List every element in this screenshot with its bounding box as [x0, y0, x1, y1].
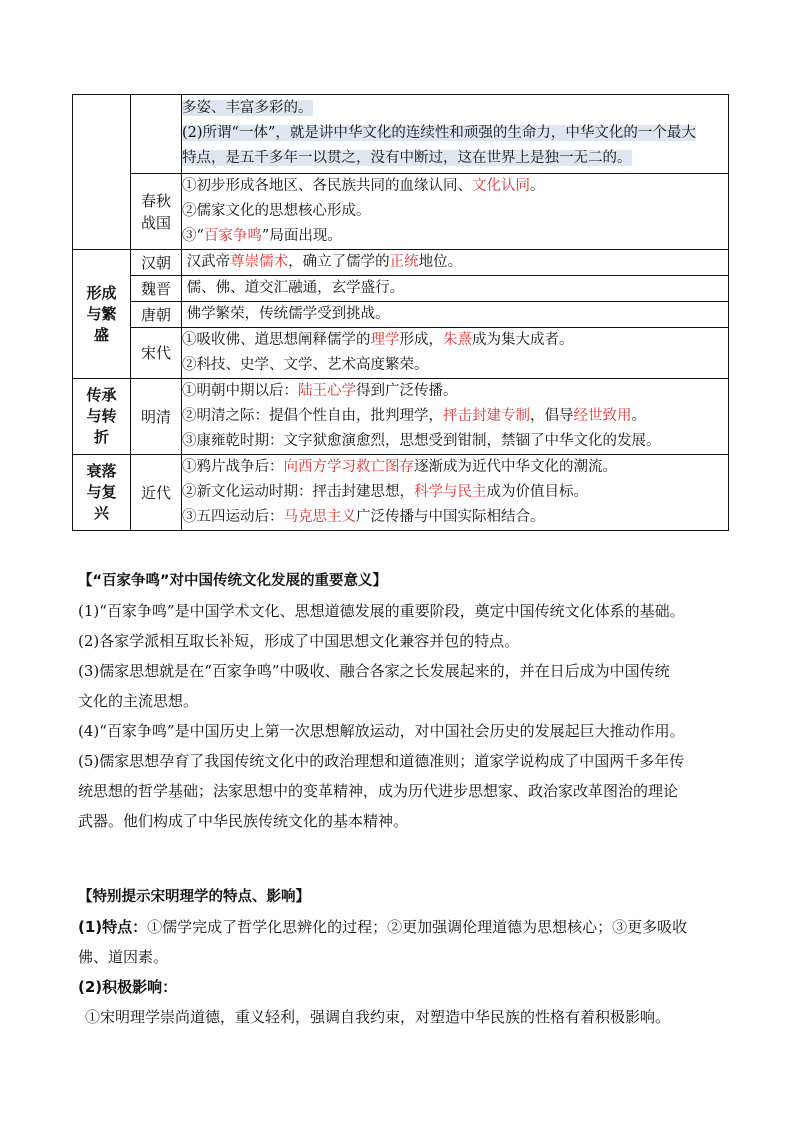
key-term: 经世致用 [573, 408, 632, 424]
key-term: 文化认同 [472, 178, 530, 194]
text: 成为价值目标。 [486, 484, 588, 500]
paragraph: 统思想的哲学基础；法家思想中的变革精神，成为历代进步思想家、政治家改革图治的理论 [78, 782, 679, 800]
paragraph-label: (2)积极影响： [78, 978, 178, 996]
paragraph [78, 912, 738, 942]
paragraph: 武器。他们构成了中华民族传统文化的基本精神。 [78, 812, 409, 830]
content-line: ③康雍乾时期：文字狱愈演愈烈，思想受到钳制，禁锢了中华文化的发展。 [182, 433, 661, 449]
paragraph: (3)儒家思想就是在“百家争鸣”中吸收、融合各家之长发展起来的，并在日后成为中国传统 [78, 662, 670, 680]
text: ，确立了儒学的 [288, 254, 390, 270]
content-cell [182, 174, 729, 250]
era-cell-empty [131, 95, 182, 174]
table-row [73, 276, 729, 302]
paragraph: (2)各家学派相互取长补短，形成了中国思想文化兼容并包的特点。 [78, 632, 520, 650]
content-cell [182, 302, 729, 328]
paragraph: ①宋明理学崇尚道德，重义轻利，强调自我约束，对塑造中华民族的性格有着积极影响。 [85, 1008, 671, 1026]
key-term: 正统 [389, 254, 419, 270]
highlighted-text: 特点，是五千多年一以贯之，没有中断过，这在世界上是独一无二的。 [182, 150, 632, 166]
content-line [182, 379, 728, 404]
era-cell: 唐朝 [131, 302, 182, 328]
era-cell: 魏晋 [131, 276, 182, 302]
table-row [73, 302, 729, 328]
key-term: 马克思主义 [283, 509, 356, 525]
table-row [73, 455, 729, 531]
paragraph: 佛、道因素。 [78, 948, 169, 966]
text: 得到广泛传播。 [356, 383, 458, 399]
paragraph: 文化的主流思想。 [78, 692, 199, 710]
text: 。 [530, 178, 545, 194]
text: 地位。 [418, 254, 463, 270]
content-line [182, 174, 728, 199]
category-cell [73, 379, 131, 455]
text: 汉武帝 [186, 254, 231, 270]
text: ②明清之际：提倡个性自由，批判理学， [182, 408, 443, 424]
songming-section [78, 882, 738, 1032]
text: ①明朝中期以后： [182, 383, 298, 399]
content-cell [182, 250, 729, 276]
content-line [182, 276, 728, 301]
table-row [73, 379, 729, 455]
paragraph: (4)“百家争鸣”是中国历史上第一次思想解放运动，对中国社会历史的发展起巨大推动作用。 [78, 722, 685, 740]
text: ③五四运动后： [182, 509, 284, 525]
era-cell: 宋代 [131, 328, 182, 379]
key-term: 百家争鸣 [203, 228, 262, 244]
key-term: 尊崇儒术 [230, 254, 289, 270]
category-label: 衰落与复兴 [86, 462, 117, 522]
category-cell-empty [73, 95, 131, 250]
content-line [182, 404, 728, 429]
key-term: 向西方学习救亡图存 [283, 459, 414, 475]
key-term: 理学 [370, 332, 400, 348]
content-line [182, 121, 728, 146]
text: ②新文化运动时期：抨击封建思想， [182, 484, 414, 500]
category-label: 形成与繁盛 [86, 283, 117, 344]
content-line [182, 455, 728, 480]
text: 佛学繁荣，传统儒学受到挑战。 [186, 306, 390, 322]
baijia-section [78, 566, 738, 836]
era-cell: 近代 [131, 455, 182, 531]
text: ①吸收佛、道思想阐释儒学的 [182, 332, 371, 348]
content-line [182, 505, 728, 530]
era-cell: 明清 [131, 379, 182, 455]
content-line [182, 302, 728, 327]
category-cell [73, 455, 131, 531]
content-line: ②儒家文化的思想核心形成。 [182, 203, 371, 219]
content-line [182, 480, 728, 505]
era-cell: 汉朝 [131, 250, 182, 276]
content-cell [182, 455, 729, 531]
content-line [182, 96, 728, 121]
text: ③“ [182, 228, 204, 244]
paragraph-label: (1)特点： [78, 918, 148, 936]
text: ①鸦片战争后： [182, 459, 284, 475]
section-title: 【“百家争鸣”对中国传统文化发展的重要意义】 [78, 573, 388, 589]
era-label: 春秋战国 [140, 191, 171, 232]
text: ，倡导 [530, 408, 574, 424]
paragraph: (1)“百家争鸣”是中国学术文化、思想道德发展的重要阶段，奠定中国传统文化体系的基础。 [78, 602, 685, 620]
text: 逐渐成为近代中华文化的潮流。 [414, 459, 617, 475]
table-row [73, 174, 729, 250]
content-cell [182, 95, 729, 174]
category-label: 传承与转折 [86, 386, 117, 446]
text: ①初步形成各地区、各民族共同的血缘认同、 [182, 178, 472, 194]
highlighted-text: (2)所谓“一体”，就是讲中华文化的连续性和顽强的生命力，中华文化的一个最大 [182, 125, 696, 141]
text: 成为集大成者。 [472, 332, 574, 348]
content-cell [182, 379, 729, 455]
era-cell [131, 174, 182, 250]
text: 儒、佛、道交汇融通，玄学盛行。 [186, 280, 405, 296]
content-line [182, 224, 728, 249]
category-cell [73, 250, 131, 379]
content-line [182, 328, 728, 353]
culture-history-table [72, 94, 729, 531]
table-row [73, 328, 729, 379]
table-row [73, 95, 729, 174]
highlighted-text: 多姿、丰富多彩的。 [182, 100, 313, 116]
content-cell [182, 276, 729, 302]
text: 。 [631, 408, 646, 424]
key-term: 朱熹 [443, 332, 472, 348]
text: 广泛传播与中国实际相结合。 [356, 509, 545, 525]
key-term: 科学与民主 [414, 484, 487, 500]
key-term: 陆王心学 [298, 383, 356, 399]
content-line: ②科技、史学、文学、艺术高度繁荣。 [182, 357, 429, 373]
text: ”局面出现。 [261, 228, 342, 244]
table-row [73, 250, 729, 276]
content-cell [182, 328, 729, 379]
section-title: 【特别提示宋明理学的特点、影响】 [78, 889, 310, 905]
text: 形成， [399, 332, 443, 348]
text: ①儒学完成了哲学化思辨化的过程；②更加强调伦理道德为思想核心；③更多吸收 [147, 918, 688, 936]
content-line [182, 146, 728, 171]
content-line [182, 250, 728, 275]
key-term: 抨击封建专制 [443, 408, 530, 424]
paragraph: (5)儒家思想孕育了我国传统文化中的政治理想和道德准则；道家学说构成了中国两千多年传 [78, 752, 685, 770]
